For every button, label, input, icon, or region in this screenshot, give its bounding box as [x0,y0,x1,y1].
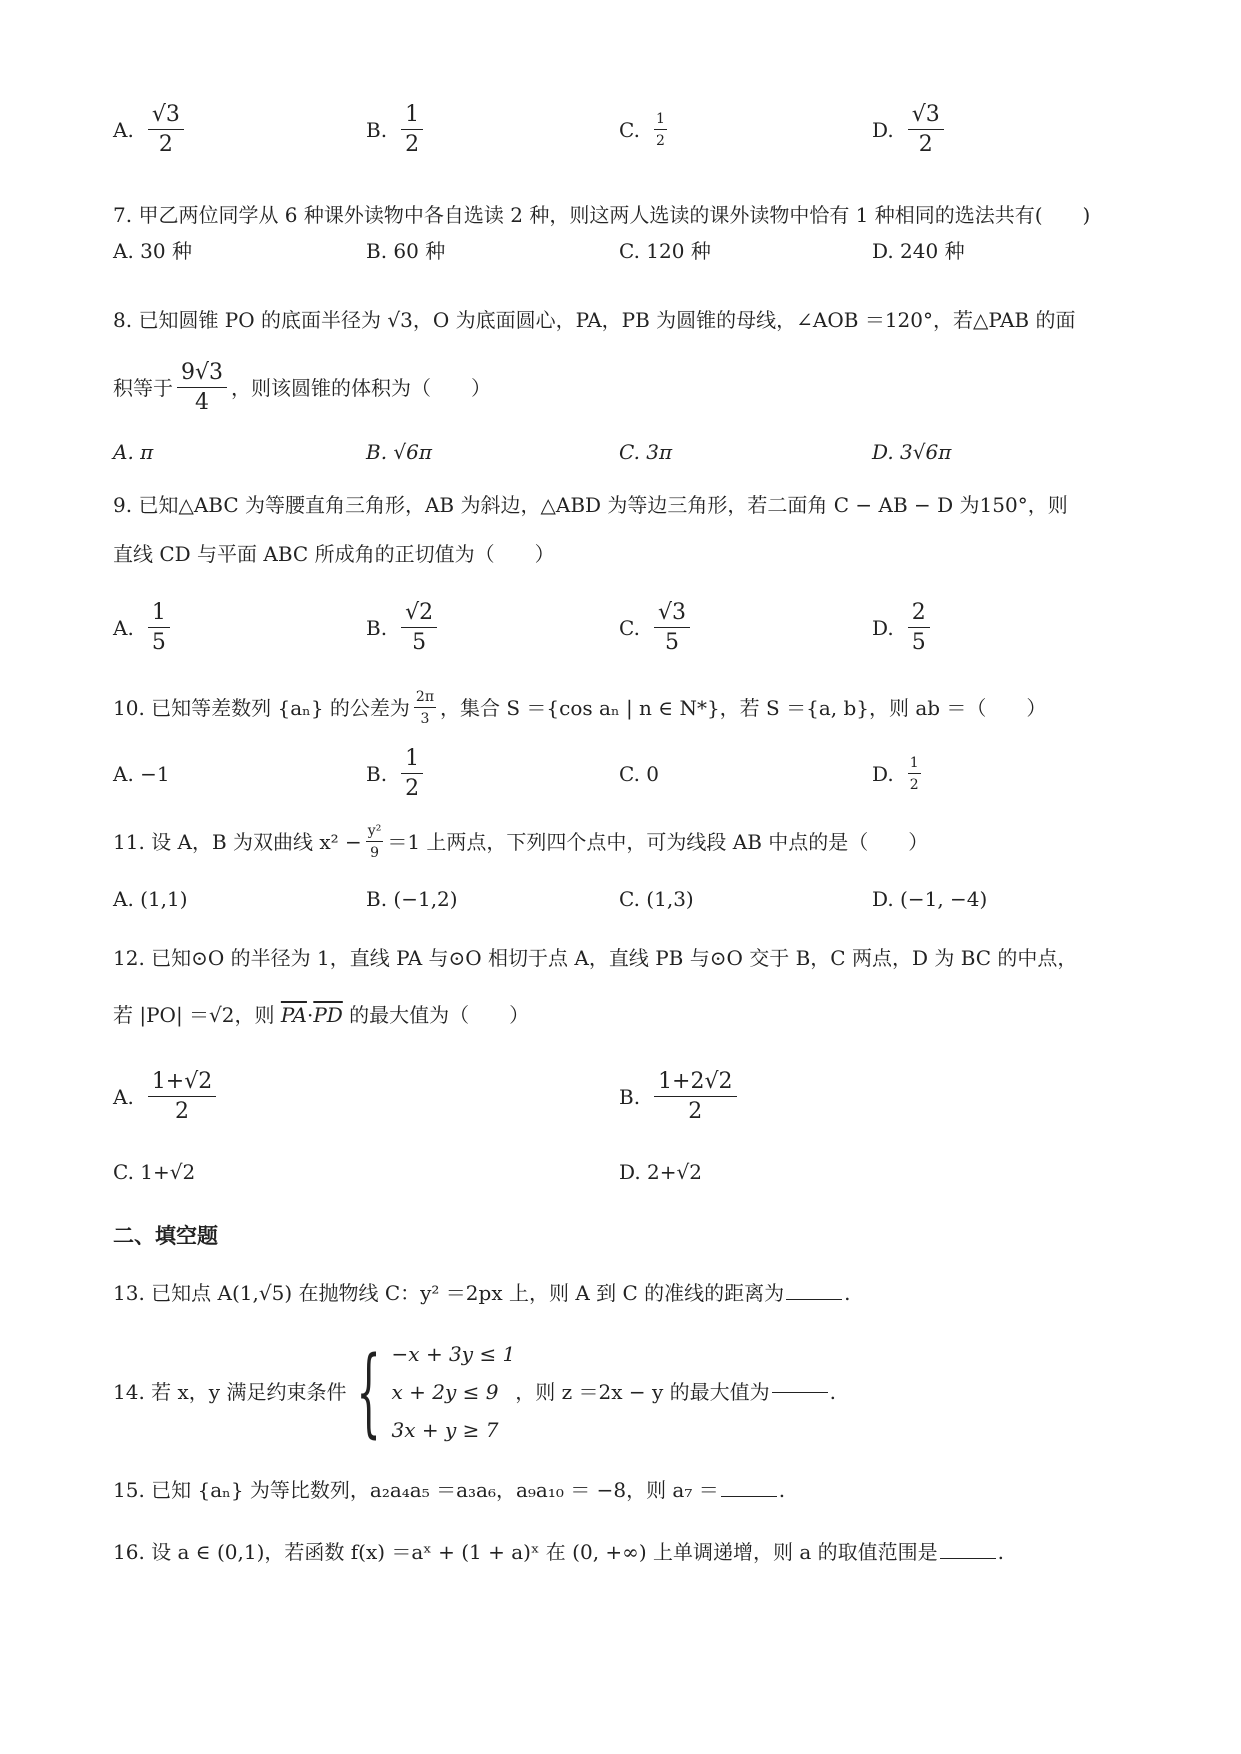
brace-icon: { [356,1336,382,1448]
fraction: $\frac{2\pi}{3}$ [415,689,435,727]
fraction: $\frac{1+√2}{2}$ [148,1071,216,1123]
q8-option-a[interactable]: A. π [113,440,154,464]
q6-option-b[interactable]: B. $\frac{1}{2}$ [366,100,427,160]
q12-option-a[interactable]: A. $\frac{1+√2}{2}$ [113,1067,220,1127]
q8-option-d[interactable]: D. 3√6π [872,440,952,464]
q12-options-row1 [113,1067,1133,1127]
q13-text: 13. 已知点 A(1,√5) 在抛物线 C：y² ＝2px 上，则 A 到 C 的准线的距离为 . [113,1281,851,1305]
q9-option-a[interactable]: A. $\frac{1}{5}$ [113,598,174,658]
q7-option-c[interactable]: C. 120 种 [619,238,711,263]
q12-line1: 12. 已知⊙O 的半径为 1，直线 PA 与⊙O 相切于点 A，直线 PB 与⊙O 交于 B，C 两点，D 为 BC 的中点， [113,946,1078,970]
fraction: $\frac{1+2√2}{2}$ [654,1071,736,1123]
fraction: $\frac{1}{2}$ [909,755,919,793]
section-title: 二、填空题 [113,1224,218,1248]
q10-option-b[interactable]: B. $\frac{1}{2}$ [366,744,427,804]
q12-line2: 若 |PO| ＝√2，则 $\overline{PA}\cdot\overline{PD}$ 的最大值为（ ） [113,1003,530,1027]
q10-options [113,744,1133,804]
q7-option-d[interactable]: D. 240 种 [872,238,965,263]
fraction: $\frac{√3}{2}$ [148,104,184,156]
q11-options [113,884,1133,914]
fraction: $\frac{2}{5}$ [908,602,930,654]
q9-line1: 9. 已知△ABC 为等腰直角三角形，AB 为斜边，△ABD 为等边三角形，若二面角 C − AB − D 为150°，则 [113,493,1068,517]
q12-option-d[interactable]: D. 2+√2 [619,1160,702,1184]
q11-option-c[interactable]: C. (1,3) [619,887,694,911]
q6-option-c[interactable]: C. $\frac{1}{2}$ [619,111,665,149]
q11-option-a[interactable]: A. (1,1) [113,887,188,911]
answer-blank[interactable] [772,1392,828,1393]
q15-text: 15. 已知 {aₙ} 为等比数列，a₂a₄a₅ ＝a₃a₆，a₉a₁₀ ＝ −8，则 a₇ ＝ . [113,1478,786,1502]
q8-option-b[interactable]: B. √6π [366,440,433,464]
vector-pa: $\overline{PA}$ [280,1003,307,1027]
q14-text: 14. 若 x，y 满足约束条件 { −x + 3y ≤ 1 x + 2y ≤ 9 3x + y ≥ 7 ，则 z ＝2x − y 的最大值为 . [113,1336,837,1448]
fraction: $\frac{1}{2}$ [401,748,423,800]
q9-option-b[interactable]: B. $\frac{√2}{5}$ [366,598,441,658]
q16-text: 16. 设 a ∈ (0,1)，若函数 f(x) ＝aˣ + (1 + a)ˣ 在 (0, +∞) 上单调递增，则 a 的取值范围是 . [113,1540,1004,1564]
q10-option-d[interactable]: D. $\frac{1}{2}$ [872,755,919,793]
fraction: $\frac{√3}{2}$ [908,104,944,156]
q11-option-b[interactable]: B. (−1,2) [366,887,458,911]
q6-option-d[interactable]: D. $\frac{√3}{2}$ [872,100,948,160]
fraction: $\frac{1}{5}$ [148,602,170,654]
fraction: $\frac{1}{2}$ [655,111,665,149]
q12-option-c[interactable]: C. 1+√2 [113,1160,196,1184]
q6-options [113,100,1133,160]
answer-blank[interactable] [786,1299,842,1300]
q6-option-a[interactable]: A. $\frac{√3}{2}$ [113,100,188,160]
q11-text: 11. 设 A，B 为双曲线 x² − $\frac{\text{y²}}{9}$ ＝1 上两点，下列四个点中，可为线段 AB 中点的是（ ） [113,823,929,861]
q8-options [113,437,1133,467]
q10-option-c[interactable]: C. 0 [619,762,660,786]
fraction: $\frac{1}{2}$ [401,104,423,156]
q12-option-b[interactable]: B. $\frac{1+2√2}{2}$ [619,1067,741,1127]
fraction: $\frac{√2}{5}$ [401,602,437,654]
q9-option-c[interactable]: C. $\frac{√3}{5}$ [619,598,694,658]
constraint-system: −x + 3y ≤ 1 x + 2y ≤ 9 3x + y ≥ 7 [391,1342,516,1442]
q9-option-d[interactable]: D. $\frac{2}{5}$ [872,598,934,658]
answer-blank[interactable] [940,1558,996,1559]
q7-option-a[interactable]: A. 30 种 [113,238,192,263]
vector-pd: $\overline{PD}$ [313,1003,343,1027]
q8-line1: 8. 已知圆锥 PO 的底面半径为 √3，O 为底面圆心，PA，PB 为圆锥的母线，∠AOB ＝120°，若△PAB 的面 [113,308,1076,332]
q7-text: 7. 甲乙两位同学从 6 种课外读物中各自选读 2 种，则这两人选读的课外读物中恰有 1 种相同的选法共有( ) [113,203,1091,227]
q9-options [113,598,1133,658]
q10-option-a[interactable]: A. −1 [113,762,170,786]
q8-option-c[interactable]: C. 3π [619,440,673,464]
q7-options [113,234,1133,264]
fraction: $\frac{√3}{5}$ [654,602,690,654]
answer-blank[interactable] [721,1496,777,1497]
q9-line2: 直线 CD 与平面 ABC 所成角的正切值为（ ） [113,542,555,566]
q12-options-row2 [113,1157,1133,1187]
q10-text: 10. 已知等差数列 {aₙ} 的公差为 $\frac{2\pi}{3}$ ，集合 S ＝{cos aₙ | n ∈ N*}，若 S ＝{a, b}，则 ab ＝（ ） [113,689,1047,727]
q8-line2: 积等于 $\frac{9√3}{4}$ ，则该圆锥的体积为（ ） [113,360,492,415]
fraction: $\frac{9√3}{4}$ [177,362,227,414]
fraction: $\frac{\text{y²}}{9}$ [367,823,382,861]
q7-option-b[interactable]: B. 60 种 [366,238,446,263]
q11-option-d[interactable]: D. (−1, −4) [872,887,988,911]
